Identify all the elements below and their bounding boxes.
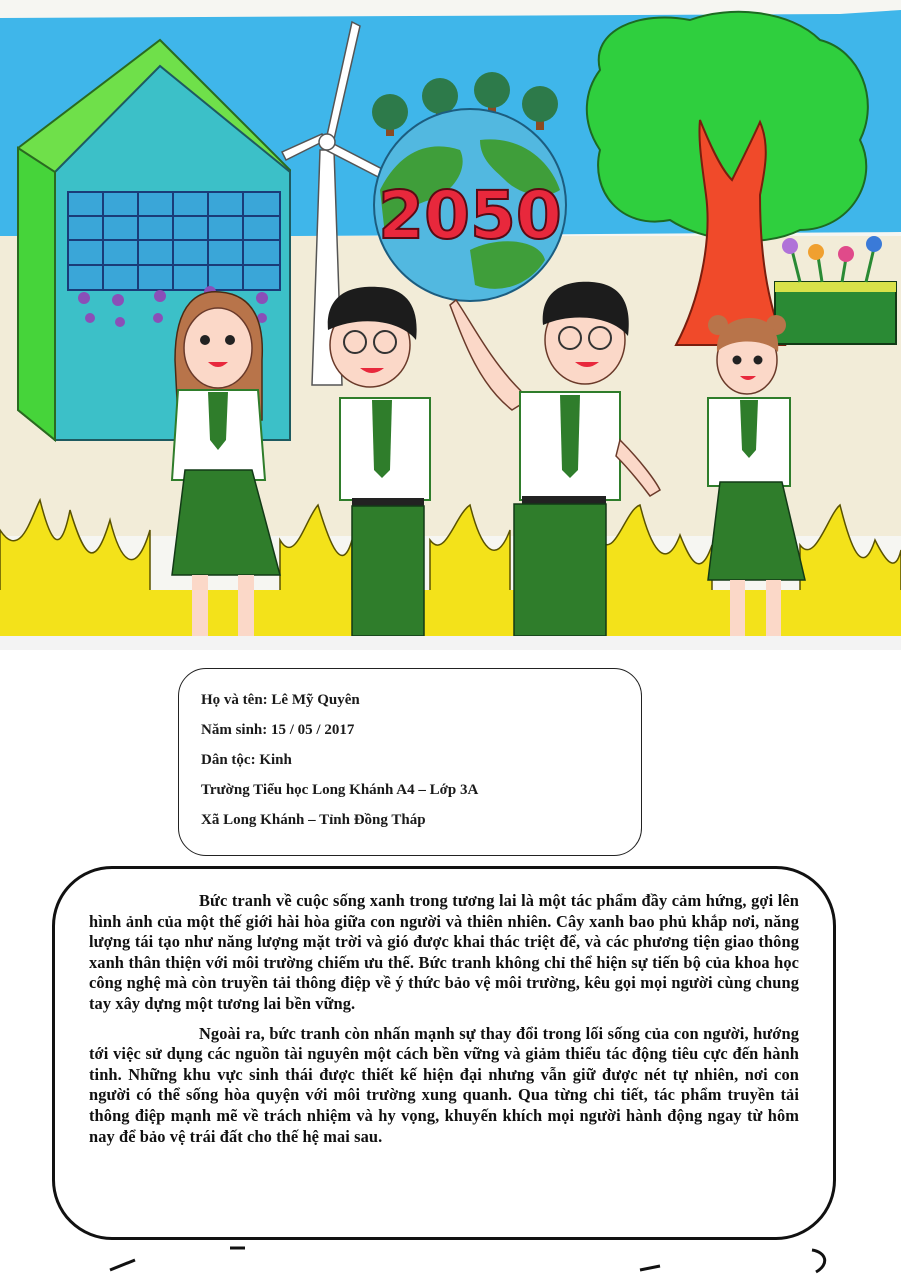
solar-panel — [68, 192, 280, 290]
student-birthdate: Năm sinh: 15 / 05 / 2017 — [201, 722, 355, 738]
globe-year-label: 2050 — [378, 177, 562, 254]
essay-paragraph-2: Ngoài ra, bức tranh còn nhấn mạnh sự thay đổi trong lối sống của con người, hướng tới việc sử dụng các nguồn tài nguyên một cách bền vững và giảm thiểu tác động tiêu cực đến hành tinh. Những khu vực sinh thái được thiết kế hiện đại nhưng vẫn giữ được nét tự nhiên, nơi con người có thể sống hòa quyện với môi trường xung quanh. Qua từng chi tiết, tác phẩm truyền tải thông điệp mạnh mẽ về trách nhiệm và hy vọng, khuyến khích mọi người hành động ngay từ hôm nay để bảo vệ trái đất cho thế hệ mai sau. — [89, 1023, 799, 1146]
essay-box — [52, 866, 836, 1240]
student-ethnicity: Dân tộc: Kinh — [201, 752, 292, 768]
essay-paragraph-1: Bức tranh về cuộc sống xanh trong tương lai là một tác phẩm đầy cảm hứng, gợi lên hình ảnh của một thế giới hài hòa giữa con người và thiên nhiên. Cây xanh bao phủ khắp nơi, năng lượng tái tạo như năng lượng mặt trời và gió được khai thác triệt để, và các phương tiện giao thông xanh thân thiện với môi trường chiếm ưu thế. Bức tranh không chỉ thể hiện sự tiến bộ của khoa học công nghệ mà còn truyền tải thông điệp về ý thức bảo vệ môi trường, kêu gọi mọi người cùng chung tay xây dựng một tương lai bền vững. — [89, 891, 799, 1013]
student-info-card — [178, 668, 642, 856]
student-address: Xã Long Khánh – Tỉnh Đồng Tháp — [201, 812, 426, 828]
page-divider — [0, 636, 901, 650]
bottom-pen-marks — [0, 1230, 901, 1280]
student-school: Trường Tiểu học Long Khánh A4 – Lớp 3A — [201, 782, 479, 798]
student-name: Họ và tên: Lê Mỹ Quyên — [201, 692, 360, 708]
